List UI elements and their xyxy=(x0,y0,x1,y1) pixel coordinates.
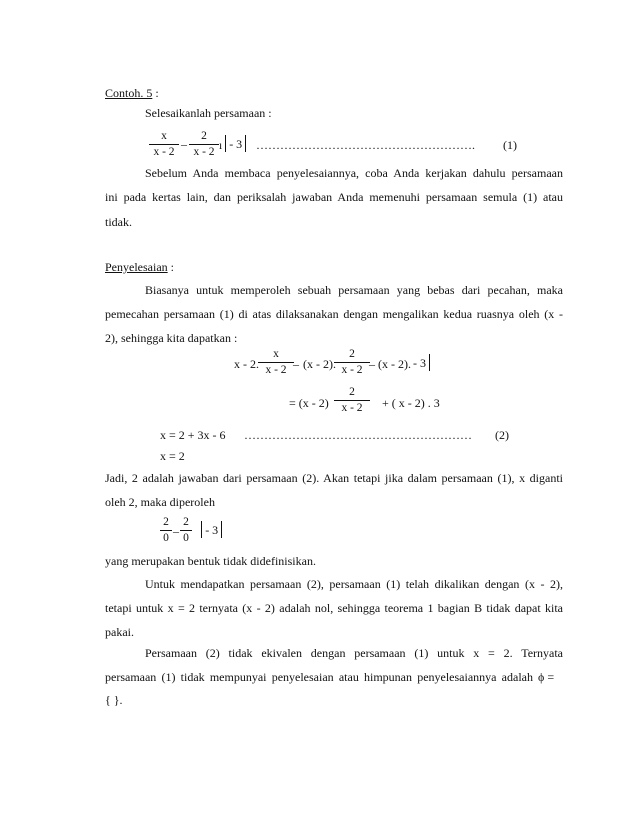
eq1-minus: – xyxy=(181,137,187,151)
para2-line-1: Biasanya untuk memperoleh sebuah persamaan yang bebas dari pecahan, maka xyxy=(145,283,563,297)
abs-bar-left xyxy=(225,135,226,152)
eq1-tag: (1) xyxy=(503,138,517,152)
eq2-f2-den: x - 2 xyxy=(334,362,370,377)
eq2-f2-num: 2 xyxy=(349,348,355,360)
eq5-text: x = 2 xyxy=(160,449,185,463)
para3-line-1: Jadi, 2 adalah jawaban dari persamaan (2). Akan tetapi jika dalam persamaan (1), x diganti xyxy=(105,471,563,485)
eq2-minus: – xyxy=(293,357,299,371)
eq4-tag: (2) xyxy=(495,428,509,442)
eq1-f1-num: x xyxy=(161,130,167,142)
example-heading xyxy=(105,86,159,100)
eq2-absolute-value xyxy=(413,354,430,371)
eq1-f2-den: x - 2 xyxy=(189,144,219,159)
eq6-fraction-2 xyxy=(180,516,192,545)
para6-line-2: persamaan (1) tidak mempunyai penyelesaian atau himpunan penyelesaiannya adalah xyxy=(105,670,533,684)
eq6-f2-den: 0 xyxy=(180,530,192,545)
abs-bar-right xyxy=(429,354,430,371)
eq2-abs-val: - 3 xyxy=(413,356,426,370)
eq2-mid: (x - 2). xyxy=(303,357,336,371)
para6-line-3: { }. xyxy=(105,693,123,707)
eq6-abs-val: - 3 xyxy=(205,523,219,537)
para2-line-2: pemecahan persamaan (1) di atas dilaksanakan dengan mengalikan kedua ruasnya oleh (x - xyxy=(105,307,563,321)
solution-heading xyxy=(105,260,174,274)
eq6-minus: – xyxy=(173,524,179,538)
abs-bar-right xyxy=(221,521,222,538)
eq1-relation-mark: ı xyxy=(219,140,223,152)
eq1-dots: ………………………………………………. xyxy=(256,138,475,152)
solution-colon: : xyxy=(167,260,174,274)
eq6-f1-den: 0 xyxy=(160,530,172,545)
para1-line-3: tidak. xyxy=(105,215,132,229)
eq4-dots: ………………………………………………… xyxy=(244,428,472,442)
eq2-f1-den: x - 2 xyxy=(258,362,294,377)
eq4-text: x = 2 + 3x - 6 xyxy=(160,428,226,442)
eq1-absolute-value xyxy=(225,135,246,152)
para5-line-2: tetapi untuk x = 2 ternyata (x - 2) adalah nol, sehingga teorema 1 bagian B tidak dapat kita xyxy=(105,601,563,615)
para1-line-2: ini pada kertas lain, dan periksalah jawaban Anda memenuhi persamaan semula (1) atau xyxy=(105,190,563,204)
eq3-lhs: = (x - 2) xyxy=(289,396,329,410)
para5-line-3: pakai. xyxy=(105,625,134,639)
para4-line-1: yang merupakan bentuk tidak didefinisikan. xyxy=(105,554,316,568)
eq2-lhs: x - 2. xyxy=(234,357,259,371)
eq6-f1-num: 2 xyxy=(163,516,169,528)
eq2-rhs: – (x - 2). xyxy=(369,357,411,371)
eq1-fraction-2 xyxy=(189,130,219,159)
eq2-fraction-x xyxy=(258,348,294,377)
eq3-rhs: + ( x - 2) . 3 xyxy=(382,396,440,410)
example-label: Contoh. 5 xyxy=(105,86,153,100)
abs-bar-right xyxy=(245,135,246,152)
abs-bar-left xyxy=(201,521,202,538)
eq1-f1-den: x - 2 xyxy=(149,144,179,159)
eq6-fraction-1 xyxy=(160,516,172,545)
eq2-fraction-2 xyxy=(334,348,370,377)
eq6-f2-num: 2 xyxy=(183,516,189,528)
eq1-abs-val: - 3 xyxy=(229,137,243,151)
eq6-absolute-value xyxy=(201,521,222,538)
eq2-f1-num: x xyxy=(273,348,279,360)
empty-set-symbol: ϕ = xyxy=(538,670,555,684)
para2-line-3: 2), sehingga kita dapatkan : xyxy=(105,331,238,345)
eq1-f2-num: 2 xyxy=(201,130,207,142)
eq3-f-den: x - 2 xyxy=(334,400,370,415)
eq3-fraction xyxy=(334,386,370,415)
solution-label: Penyelesaian xyxy=(105,260,168,274)
instruction-text: Selesaikanlah persamaan : xyxy=(145,106,272,120)
para3-line-2: oleh 2, maka diperoleh xyxy=(105,495,215,509)
para1-line-1: Sebelum Anda membaca penyelesaiannya, coba Anda kerjakan dahulu persamaan xyxy=(145,166,563,180)
para6-line-1: Persamaan (2) tidak ekivalen dengan persamaan (1) untuk x = 2. Ternyata xyxy=(145,646,563,660)
example-colon: : xyxy=(152,86,159,100)
eq3-f-num: 2 xyxy=(349,386,355,398)
eq1-fraction-x xyxy=(149,130,179,159)
para5-line-1: Untuk mendapatkan persamaan (2), persamaan (1) telah dikalikan dengan (x - 2), xyxy=(145,577,563,591)
